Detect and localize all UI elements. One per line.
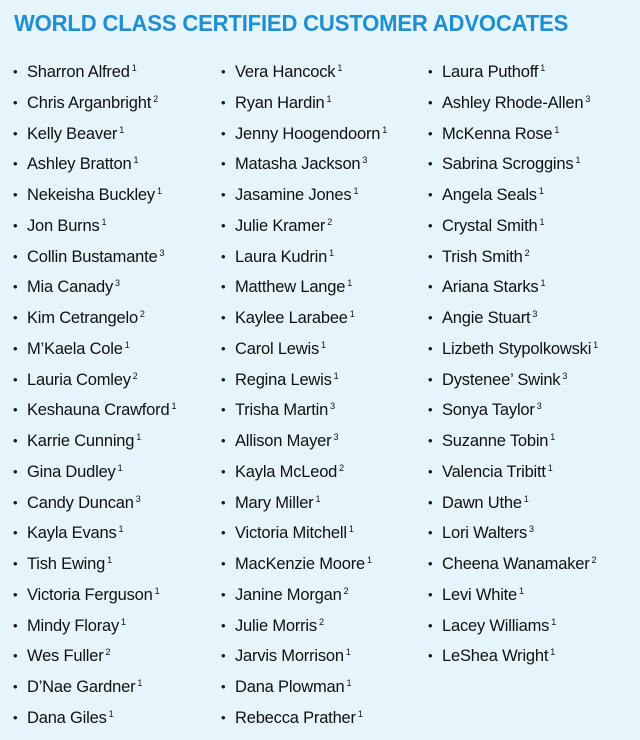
list-item	[13, 671, 176, 702]
bullet-icon: •	[13, 709, 18, 725]
advocate-name: Jarvis Morrison	[235, 647, 344, 666]
advocate-name: Rebecca Prather	[235, 708, 356, 727]
advocate-name: Jenny Hoogendoorn	[235, 124, 381, 143]
bullet-icon: •	[428, 556, 433, 571]
advocate-name: Kim Cetrangelo	[27, 309, 138, 327]
advocate-name: Sabrina Scroggins	[442, 155, 574, 174]
list-item	[13, 56, 176, 87]
bullet-icon: •	[428, 617, 433, 633]
footnote-marker: 1	[346, 678, 352, 688]
advocate-name: Laura Kudrin	[235, 247, 328, 266]
list-item	[13, 302, 176, 333]
list-item	[221, 610, 387, 641]
list-item	[221, 671, 387, 702]
bullet-icon: •	[13, 494, 18, 510]
footnote-marker: 1	[154, 585, 160, 596]
footnote-marker: 1	[382, 124, 388, 135]
list-item	[221, 425, 387, 456]
list-item	[428, 456, 598, 487]
list-item	[13, 271, 176, 302]
footnote-marker: 1	[133, 155, 139, 166]
footnote-marker: 1	[315, 493, 321, 504]
bullet-icon: •	[221, 525, 226, 541]
list-item	[428, 487, 598, 518]
list-item	[221, 179, 387, 210]
list-item	[428, 425, 598, 456]
bullet-icon: •	[428, 402, 433, 418]
advocate-name: Kelly Beaver	[27, 124, 118, 143]
footnote-marker: 1	[137, 678, 143, 688]
footnote-marker: 2	[132, 370, 138, 381]
footnote-marker: 3	[330, 401, 336, 412]
footnote-marker: 1	[550, 647, 556, 658]
advocate-name: Carol Lewis	[235, 339, 319, 358]
footnote-marker: 1	[575, 155, 581, 166]
bullet-icon: •	[221, 156, 226, 172]
advocate-name: Regina Lewis	[235, 370, 332, 389]
footnote-marker: 3	[115, 278, 121, 289]
bullet-icon: •	[13, 463, 18, 479]
footnote-marker: 1	[171, 401, 177, 412]
advocate-name: Lacey Williams	[442, 616, 550, 635]
list-item	[221, 271, 387, 302]
bullet-icon: •	[428, 217, 433, 233]
footnote-marker: 3	[333, 432, 339, 442]
advocate-name: Kayla Evans	[27, 524, 117, 543]
bullet-icon: •	[428, 648, 433, 664]
advocate-name: Victoria Mitchell	[235, 524, 347, 543]
list-item	[221, 118, 387, 149]
footnote-marker: 1	[540, 63, 546, 73]
bullet-icon: •	[13, 371, 18, 387]
list-item	[13, 487, 176, 518]
list-item	[13, 579, 176, 610]
bullet-icon: •	[428, 64, 433, 79]
bullet-icon: •	[221, 310, 226, 325]
bullet-icon: •	[221, 279, 226, 295]
footnote-marker: 3	[532, 309, 538, 319]
advocate-name: Dana Giles	[27, 708, 107, 727]
advocate-column-3	[428, 56, 598, 671]
footnote-marker: 1	[540, 278, 546, 289]
bullet-icon: •	[221, 371, 226, 387]
footnote-marker: 3	[135, 493, 141, 504]
footnote-marker: 2	[139, 309, 145, 319]
bullet-icon: •	[221, 248, 226, 264]
advocate-name: Matasha Jackson	[235, 155, 361, 174]
list-item	[221, 241, 387, 272]
footnote-marker: 1	[547, 462, 553, 473]
list-item	[13, 456, 176, 487]
advocate-name: McKenna Rose	[442, 124, 553, 143]
list-item	[13, 87, 176, 118]
list-item	[428, 610, 598, 641]
footnote-marker: 3	[529, 524, 535, 535]
footnote-marker: 2	[591, 555, 597, 565]
advocate-name: Lori Walters	[442, 524, 528, 543]
advocate-name: Mary Miller	[235, 493, 314, 512]
footnote-marker: 1	[349, 309, 355, 319]
advocate-name: Cheena Wanamaker	[442, 555, 590, 573]
footnote-marker: 1	[108, 708, 114, 719]
bullet-icon: •	[221, 679, 226, 694]
bullet-icon: •	[428, 340, 433, 356]
bullet-icon: •	[221, 709, 226, 725]
bullet-icon: •	[428, 156, 433, 172]
advocate-name: Mia Canady	[27, 278, 114, 297]
footnote-marker: 1	[539, 216, 545, 227]
footnote-marker: 1	[131, 63, 137, 73]
advocate-name: Collin Bustamante	[27, 247, 158, 266]
footnote-marker: 1	[348, 524, 354, 535]
footnote-marker: 1	[333, 370, 339, 381]
list-item	[428, 56, 598, 87]
footnote-marker: 2	[339, 462, 345, 473]
advocate-name: Allison Mayer	[235, 432, 332, 450]
advocate-name: Tish Ewing	[27, 555, 106, 573]
list-item	[221, 87, 387, 118]
bullet-icon: •	[13, 125, 18, 141]
list-item	[13, 118, 176, 149]
list-item	[221, 548, 387, 579]
footnote-marker: 1	[156, 186, 162, 196]
list-item	[13, 148, 176, 179]
footnote-marker: 2	[524, 247, 530, 258]
bullet-icon: •	[221, 125, 226, 141]
footnote-marker: 1	[329, 247, 335, 258]
list-item	[221, 302, 387, 333]
footnote-marker: 2	[343, 585, 349, 596]
list-item	[13, 425, 176, 456]
advocate-name: Gina Dudley	[27, 462, 116, 481]
bullet-icon: •	[221, 586, 226, 602]
advocate-name: Kayla McLeod	[235, 462, 338, 481]
list-item	[13, 702, 176, 733]
list-item	[221, 456, 387, 487]
bullet-icon: •	[13, 679, 18, 694]
advocate-name: Chris Arganbright	[27, 93, 152, 112]
advocate-name: Trish Smith	[442, 247, 523, 266]
footnote-marker: 1	[538, 186, 544, 196]
list-item	[428, 302, 598, 333]
list-item	[428, 517, 598, 548]
list-item	[221, 579, 387, 610]
footnote-marker: 1	[121, 616, 127, 627]
footnote-marker: 2	[153, 93, 159, 104]
advocate-name: Dawn Uthe	[442, 493, 522, 512]
list-item	[221, 364, 387, 395]
bullet-icon: •	[13, 279, 18, 295]
advocate-name: Matthew Lange	[235, 278, 346, 297]
bullet-icon: •	[221, 556, 226, 571]
list-item	[428, 241, 598, 272]
bullet-icon: •	[428, 433, 433, 448]
advocate-name: Victoria Ferguson	[27, 585, 153, 604]
footnote-marker: 2	[327, 216, 333, 227]
footnote-marker: 1	[107, 555, 113, 565]
bullet-icon: •	[428, 371, 433, 387]
list-item	[221, 148, 387, 179]
footnote-marker: 1	[118, 524, 124, 535]
list-item	[13, 610, 176, 641]
footnote-marker: 1	[523, 493, 529, 504]
bullet-icon: •	[221, 217, 226, 233]
advocate-name: Janine Morgan	[235, 585, 342, 604]
advocate-name: Angie Stuart	[442, 309, 531, 327]
bullet-icon: •	[428, 494, 433, 510]
list-item	[13, 548, 176, 579]
list-item	[428, 333, 598, 364]
advocate-name: Ariana Starks	[442, 278, 539, 297]
list-item	[221, 394, 387, 425]
bullet-icon: •	[428, 310, 433, 325]
bullet-icon: •	[428, 248, 433, 264]
advocate-name: Ashley Bratton	[27, 155, 132, 174]
footnote-marker: 1	[124, 339, 130, 350]
footnote-marker: 3	[536, 401, 542, 412]
footnote-marker: 1	[519, 585, 525, 596]
list-item	[221, 640, 387, 671]
advocate-name: Jon Burns	[27, 216, 100, 235]
bullet-icon: •	[13, 340, 18, 356]
advocate-column-2	[221, 56, 387, 733]
advocate-name: Vera Hancock	[235, 63, 336, 81]
bullet-icon: •	[221, 187, 226, 202]
footnote-marker: 1	[551, 616, 557, 627]
advocate-name: Sharron Alfred	[27, 63, 130, 81]
bullet-icon: •	[13, 617, 18, 633]
bullet-icon: •	[13, 248, 18, 264]
bullet-icon: •	[221, 402, 226, 418]
footnote-marker: 1	[136, 432, 142, 442]
footnote-marker: 1	[357, 708, 363, 719]
bullet-icon: •	[13, 94, 18, 110]
bullet-icon: •	[13, 156, 18, 172]
footnote-marker: 3	[362, 155, 368, 166]
bullet-icon: •	[13, 217, 18, 233]
advocate-name: Angela Seals	[442, 186, 537, 204]
list-item	[13, 394, 176, 425]
bullet-icon: •	[428, 586, 433, 602]
list-item	[428, 394, 598, 425]
bullet-icon: •	[221, 64, 226, 79]
list-item	[13, 179, 176, 210]
bullet-icon: •	[428, 94, 433, 110]
list-item	[428, 271, 598, 302]
bullet-icon: •	[13, 402, 18, 418]
bullet-icon: •	[13, 556, 18, 571]
list-item	[428, 148, 598, 179]
advocate-name: Suzanne Tobin	[442, 432, 549, 450]
advocate-name: Valencia Tribitt	[442, 462, 546, 481]
page-title: WORLD CLASS CERTIFIED CUSTOMER ADVOCATES	[14, 10, 569, 36]
advocate-name: Jasamine Jones	[235, 186, 352, 204]
list-item	[221, 487, 387, 518]
advocate-name: Ryan Hardin	[235, 93, 325, 112]
advocate-name: Laura Puthoff	[442, 63, 539, 81]
advocate-name: Nekeisha Buckley	[27, 186, 155, 204]
footnote-marker: 2	[318, 616, 324, 627]
bullet-icon: •	[13, 525, 18, 541]
advocate-name: Julie Kramer	[235, 216, 326, 235]
bullet-icon: •	[428, 525, 433, 541]
bullet-icon: •	[221, 340, 226, 356]
bullet-icon: •	[221, 648, 226, 664]
list-item	[428, 640, 598, 671]
list-item	[428, 548, 598, 579]
bullet-icon: •	[13, 433, 18, 448]
footnote-marker: 3	[159, 247, 165, 258]
bullet-icon: •	[221, 494, 226, 510]
advocate-name: Dana Plowman	[235, 678, 345, 696]
list-item	[13, 640, 176, 671]
list-item	[13, 241, 176, 272]
list-item	[221, 517, 387, 548]
footnote-marker: 1	[321, 339, 327, 350]
advocate-name: MacKenzie Moore	[235, 555, 365, 573]
bullet-icon: •	[13, 187, 18, 202]
footnote-marker: 1	[337, 63, 343, 73]
footnote-marker: 1	[117, 462, 123, 473]
footnote-marker: 1	[101, 216, 107, 227]
advocate-name: Keshauna Crawford	[27, 401, 170, 420]
bullet-icon: •	[428, 125, 433, 141]
footnote-marker: 1	[554, 124, 560, 135]
bullet-icon: •	[13, 310, 18, 325]
bullet-icon: •	[13, 648, 18, 664]
list-item	[221, 333, 387, 364]
bullet-icon: •	[13, 64, 18, 79]
advocate-name: Julie Morris	[235, 616, 317, 635]
advocate-name: Trisha Martin	[235, 401, 329, 420]
footnote-marker: 1	[550, 432, 556, 442]
bullet-icon: •	[428, 187, 433, 202]
list-item	[13, 333, 176, 364]
list-item	[428, 87, 598, 118]
list-item	[221, 702, 387, 733]
advocate-name: Lauria Comley	[27, 370, 131, 389]
footnote-marker: 3	[585, 93, 591, 104]
list-item	[428, 210, 598, 241]
advocate-name: LeShea Wright	[442, 647, 549, 666]
footnote-marker: 1	[347, 278, 353, 289]
list-item	[221, 56, 387, 87]
bullet-icon: •	[221, 433, 226, 448]
bullet-icon: •	[13, 586, 18, 602]
footnote-marker: 3	[562, 370, 568, 381]
bullet-icon: •	[221, 94, 226, 110]
list-item	[13, 364, 176, 395]
list-item	[221, 210, 387, 241]
advocate-name: Lizbeth Stypolkowski	[442, 339, 592, 358]
list-item	[13, 517, 176, 548]
advocate-name: M’Kaela Cole	[27, 339, 123, 358]
footnote-marker: 1	[366, 555, 372, 565]
list-item	[13, 210, 176, 241]
advocate-name: Kaylee Larabee	[235, 309, 348, 327]
advocate-column-1	[13, 56, 176, 733]
advocate-name: D’Nae Gardner	[27, 678, 136, 696]
footnote-marker: 1	[345, 647, 351, 658]
bullet-icon: •	[221, 617, 226, 633]
advocate-name: Levi White	[442, 585, 518, 604]
advocate-name: Mindy Floray	[27, 616, 120, 635]
advocate-name: Karrie Cunning	[27, 432, 135, 450]
advocate-name: Dystenee’ Swink	[442, 370, 561, 389]
advocate-name: Sonya Taylor	[442, 401, 535, 420]
advocate-name: Ashley Rhode-Allen	[442, 93, 584, 112]
advocate-name: Crystal Smith	[442, 216, 538, 235]
footnote-marker: 1	[353, 186, 359, 196]
list-item	[428, 579, 598, 610]
list-item	[428, 118, 598, 149]
bullet-icon: •	[428, 279, 433, 295]
advocate-name: Candy Duncan	[27, 493, 134, 512]
footnote-marker: 1	[119, 124, 125, 135]
footnote-marker: 2	[105, 647, 111, 658]
bullet-icon: •	[221, 463, 226, 479]
list-item	[428, 364, 598, 395]
bullet-icon: •	[428, 463, 433, 479]
footnote-marker: 1	[326, 93, 332, 104]
list-item	[428, 179, 598, 210]
advocate-name: Wes Fuller	[27, 647, 104, 666]
footnote-marker: 1	[593, 339, 599, 350]
